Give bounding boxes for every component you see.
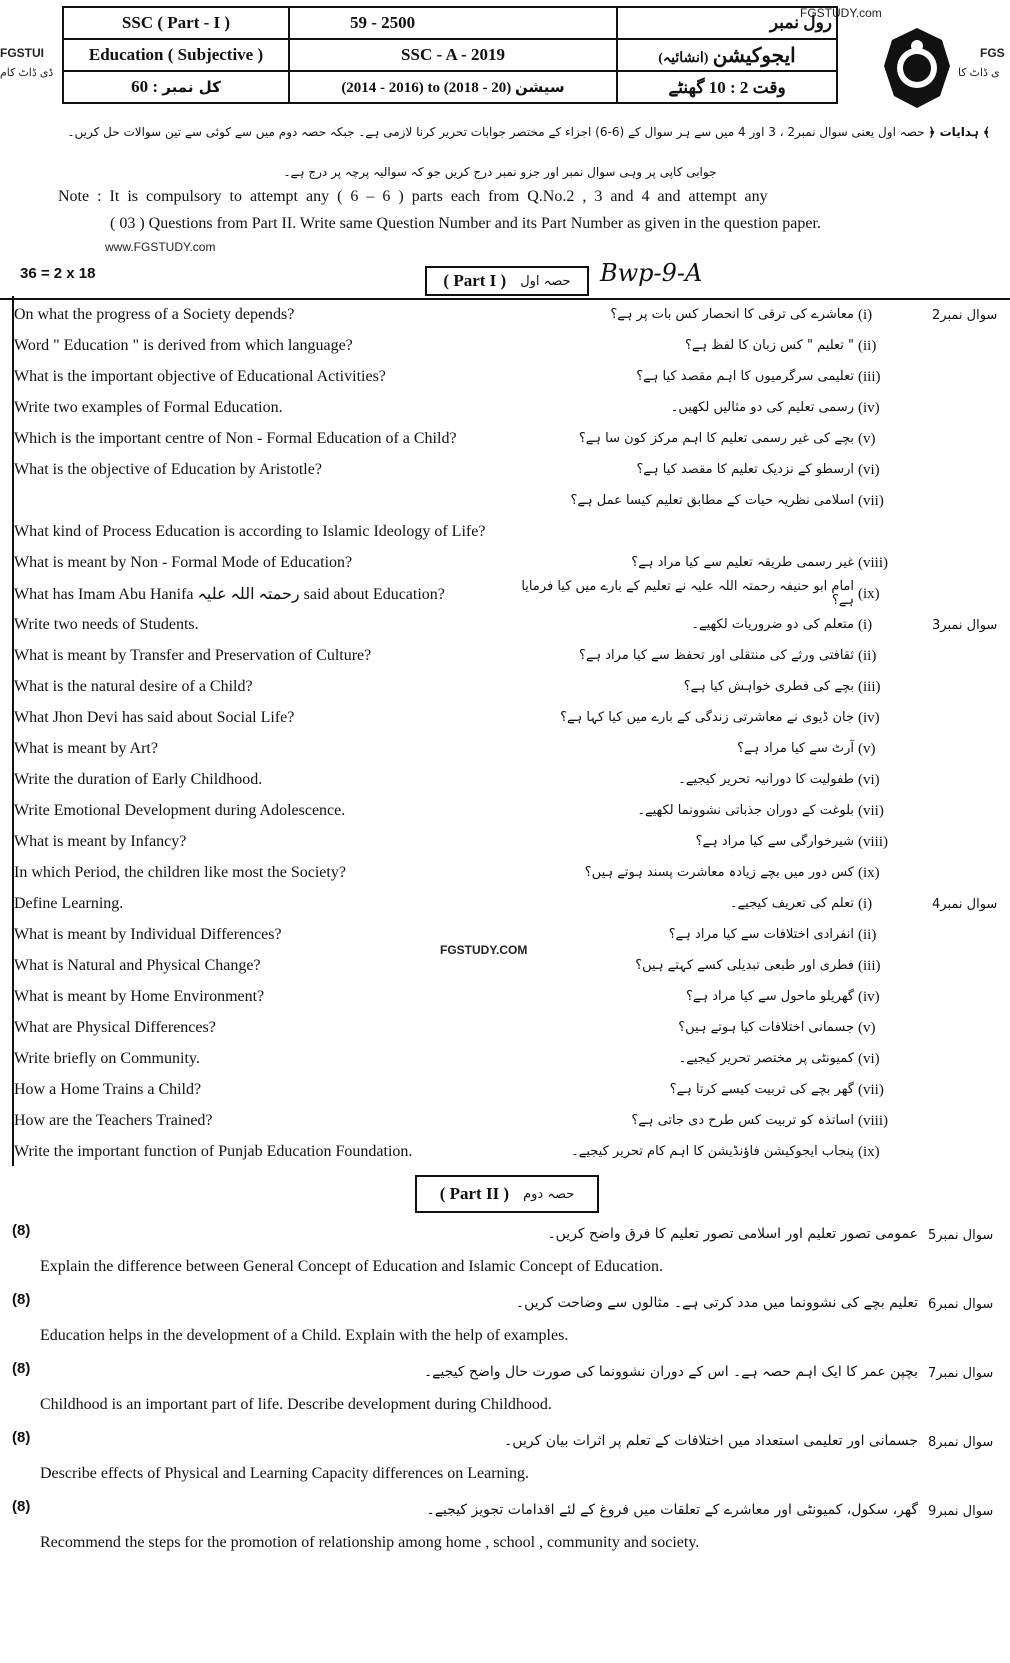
part2-title-box [415,1175,599,1213]
question-part-number: (vi) [858,461,880,478]
question-urdu: ارسطو کے نزدیک تعلیم کا مقصد کیا ہے؟ [636,462,854,477]
question-english: What is the natural desire of a Child? [14,678,253,695]
question-english: What is the objective of Education by Aristotle? [14,461,322,478]
question-english: What is meant by Infancy? [14,833,187,850]
question-urdu: اسلامی نظریہ حیات کے مطابق تعلیم کیسا عمل ہے؟ [570,493,854,508]
question-english: How a Home Trains a Child? [14,1081,202,1098]
session: (2014 - 2016) to (2018 - 20) [341,79,512,96]
note-line-1: Note : It is compulsory to attempt any ( 6 – 6 ) parts each from Q.No.2 , 3 and 4 and attempt any [58,188,768,205]
question-part-number: (viii) [858,554,888,571]
subject-cell: Education ( Subjective ) [63,39,289,71]
session-label: سیشن [515,77,565,96]
question-part-number: (iv) [858,988,880,1005]
handwritten-code: Bwp-9-A [600,259,703,287]
question-row [14,455,894,485]
question-part-number: (v) [858,430,876,447]
question-english: Write the duration of Early Childhood. [14,771,263,788]
session-cell [289,71,617,103]
watermark: FGSTUDY.COM [440,943,528,957]
question-urdu: بچے کی فطری خواہش کیا ہے؟ [683,679,854,694]
question-english: What is meant by Transfer and Preservation of Culture? [14,647,372,664]
question-urdu: طفولیت کا دورانیہ تحریر کیجیے۔ [678,772,854,787]
question-marks: (8) [12,1222,31,1239]
question-number-label: سوال نمبر4 [932,896,998,912]
question-marks: (8) [12,1360,31,1377]
question-english: In which Period, the children like most the Society? [14,864,346,881]
part1-title: ( Part I ) [443,271,507,290]
question-urdu: بلوغت کے دوران جذباتی نشوونما لکھیے۔ [637,803,854,818]
instructions-urdu-1: ﴾ ہدایات ﴿ حصہ اول یعنی سوال نمبر2 ، 3 اور 4 میں سے ہر سوال کے (6-6) اجزاء کے مختصر جوابات تحریر کرنا لازمی ہے۔ جبکہ حصہ دوم میں سے کوئی سے تین سوالات حل کریں۔ [67,125,990,139]
subject-type-urdu: (انشائیہ) [658,50,709,66]
question-part-number: (viii) [858,1112,888,1129]
question-english: What is the important objective of Educational Activities? [14,368,386,385]
question-number-label: سوال نمبر6 [928,1297,994,1312]
question-row [14,424,894,454]
question-urdu: امام ابو حنیفہ رحمتہ اللہ علیہ نے تعلیم کے بارے میں کیا فرمایا ہے؟ [521,579,854,608]
time-cell: وقت 2 : 10 گھنٹے [617,71,837,103]
question-english: Write Emotional Development during Adolescence. [14,802,346,819]
question-english: Childhood is an important part of life. Describe development during Childhood. [40,1396,552,1413]
question-row [14,858,894,888]
question-urdu: معاشرے کی ترقی کا انحصار کس بات پر ہے؟ [610,307,854,322]
watermark: FGSTUI [0,46,44,60]
question-number-label: سوال نمبر3 [932,617,998,633]
question-number-label: سوال نمبر2 [932,307,998,323]
question-row [14,1106,894,1136]
question-english: Write the important function of Punjab Education Foundation. [14,1143,413,1160]
part2-title-urdu: حصہ دوم [523,1186,575,1202]
question-english: Which is the important centre of Non - Formal Education of a Child? [14,430,457,447]
question-english: What is meant by Individual Differences? [14,926,282,943]
question-english: Describe effects of Physical and Learning Capacity differences on Learning. [40,1465,529,1482]
question-part-number: (v) [858,1019,876,1036]
question-part-number: (iii) [858,368,881,385]
question-urdu: شیرخوارگی سے کیا مراد ہے؟ [695,834,854,849]
question-row [14,796,894,826]
marks-cell [63,71,289,103]
question-english: What are Physical Differences? [14,1019,216,1036]
question-urdu: تعلیم بچے کی نشوونما میں مدد کرتی ہے۔ مثالوں سے وضاحت کریں۔ [515,1295,918,1311]
question-english: Education helps in the development of a Child. Explain with the help of examples. [40,1327,569,1344]
instructions-label: ہدایات [939,125,979,139]
question-urdu: کمیونٹی پر مختصر تحریر کیجیے۔ [678,1051,854,1066]
question-english: Define Learning. [14,895,124,912]
question-number-label: سوال نمبر8 [928,1435,994,1450]
question-urdu: فطری اور طبعی تبدیلی کسے کہتے ہیں؟ [635,958,854,973]
question-urdu: گھر، سکول، کمیونٹی اور معاشرے کے تعلقات میں فروغ کے لئے اقدامات تجویز کیجیے۔ [426,1502,918,1518]
question-english: What has Imam Abu Hanifa رحمتہ اللہ علیہ said about Education? [14,586,445,603]
question-urdu: جسمانی اختلافات کیا ہوتے ہیں؟ [678,1020,854,1035]
roll-number-label: رول نمبر [617,7,837,39]
question-urdu: متعلم کی دو ضروریات لکھیے۔ [691,617,854,632]
question-part-number: (i) [858,616,873,633]
question-number-label: سوال نمبر7 [928,1366,994,1381]
paper-code: 59 - 2500 [289,7,617,39]
class-cell: SSC ( Part - I ) [63,7,289,39]
question-english: Explain the difference between General Concept of Education and Islamic Concept of Education. [40,1258,664,1275]
question-row [14,641,894,671]
question-english: How are the Teachers Trained? [14,1112,213,1129]
question-urdu: تعلیمی سرگرمیوں کا اہم مقصد کیا ہے؟ [636,369,854,384]
question-row [14,393,894,423]
question-row [14,1044,894,1074]
subject-urdu-cell [617,39,837,71]
question-english: Word " Education " is derived from which language? [14,337,353,354]
question-row [14,300,998,330]
question-urdu: بچے کی غیر رسمی تعلیم کا اہم مرکز کون سا ہے؟ [578,431,854,446]
question-urdu: گھر بچے کی تربیت کیسے کرتا ہے؟ [669,1082,854,1097]
question-row [14,331,894,361]
question-part-number: (ii) [858,647,877,664]
watermark: FGSTUDY.com [800,6,882,20]
question-urdu: انفرادی اختلافات سے کیا مراد ہے؟ [668,927,854,942]
question-marks: (8) [12,1429,31,1446]
question-part-number: (ii) [858,926,877,943]
question-english: What is meant by Home Environment? [14,988,265,1005]
question-part-number: (vi) [858,771,880,788]
watermark: ڈی ڈاٹ کام [0,67,54,79]
question-part-number: (ix) [858,585,880,602]
question-urdu: اساتذہ کو تربیت کس طرح دی جاتی ہے؟ [631,1113,854,1128]
total-marks-label: کل نمبر [162,78,221,96]
question-urdu: بچپن عمر کا ایک اہم حصہ ہے۔ اس کے دوران نشوونما کی صورت حال واضح کیجیے۔ [423,1364,918,1380]
question-urdu: غیر رسمی طریقہ تعلیم سے کیا مراد ہے؟ [631,555,854,570]
question-part-number: (i) [858,306,873,323]
question-urdu: کس دور میں بچے زیادہ معاشرت پسند ہوتے ہیں؟ [584,865,854,880]
question-row [14,1075,894,1105]
exam-cell: SSC - A - 2019 [289,39,617,71]
question-row [14,1013,894,1043]
question-part-number: (vii) [858,1081,884,1098]
question-part-number: (iv) [858,399,880,416]
instructions-urdu-text: حصہ اول یعنی سوال نمبر2 ، 3 اور 4 میں سے ہر سوال کے (6-6) اجزاء کے مختصر جوابات تحریر کرنا لازمی ہے۔ جبکہ حصہ دوم میں سے کوئی سے تین سوالات حل کریں۔ [67,125,925,139]
question-row [14,889,998,919]
question-part-number: (vii) [858,802,884,819]
question-row [14,982,894,1012]
watermark: FGS [980,46,1005,60]
question-english: What Jhon Devi has said about Social Life? [14,709,295,726]
question-part-number: (vii) [858,492,884,509]
question-urdu: گھریلو ماحول سے کیا مراد ہے؟ [685,989,854,1004]
part2-title: ( Part II ) [439,1184,510,1203]
question-part-number: (ii) [858,337,877,354]
question-urdu: ثقافتی ورثے کی منتقلی اور تحفظ سے کیا مراد ہے؟ [578,648,854,663]
question-english: Write two examples of Formal Education. [14,399,283,416]
question-row [14,610,998,640]
question-part-number: (iii) [858,678,881,695]
question-urdu: " تعلیم " کس زبان کا لفظ ہے؟ [685,338,854,353]
header-table [62,6,838,104]
question-urdu: پنجاب ایجوکیشن فاؤنڈیشن کا اہم کام تحریر کیجیے۔ [571,1144,854,1159]
question-row [14,362,894,392]
part1-title-box [425,266,589,296]
question-part-number: (viii) [858,833,888,850]
question-english: What is Natural and Physical Change? [14,957,261,974]
question-row [14,548,894,578]
question-marks: (8) [12,1291,31,1308]
total-marks: 60 : [131,77,159,96]
question-english: What is meant by Non - Formal Mode of Education? [14,554,353,571]
question-english: What is meant by Art? [14,740,158,757]
question-urdu: رسمی تعلیم کی دو مثالیں لکھیں۔ [670,400,854,415]
question-part-number: (vi) [858,1050,880,1067]
question-part-number: (i) [858,895,873,912]
watermark: ی ڈاٹ کا [958,67,1000,79]
question-part-number: (iv) [858,709,880,726]
watermark: www.FGSTUDY.com [105,240,216,254]
question-row [14,703,894,733]
question-part-number: (v) [858,740,876,757]
note-line-2: ( 03 ) Questions from Part II. Write same Question Number and its Part Number as given in the question paper. [110,215,821,232]
question-row [14,672,894,702]
question-part-number: (iii) [858,957,881,974]
question-number-label: سوال نمبر9 [928,1504,994,1519]
question-row [14,517,894,547]
question-english: Write briefly on Community. [14,1050,200,1067]
question-urdu: تعلم کی تعریف کیجیے۔ [729,896,854,911]
question-row [14,827,894,857]
instructions-urdu-2: جوابی کاپی پر وہی سوال نمبر اور جزو نمبر درج کریں جو کہ سوالیہ پرچہ پر درج ہے۔ [283,165,717,179]
subject-urdu: ایجوکیشن [712,44,796,67]
question-number-label: سوال نمبر5 [928,1228,994,1243]
question-english: Write two needs of Students. [14,616,199,633]
board-logo [880,26,954,110]
question-part-number: (ix) [858,864,880,881]
question-urdu: جسمانی اور تعلیمی استعداد میں اختلافات کے تعلم پر اثرات بیان کریں۔ [504,1433,918,1449]
question-marks: (8) [12,1498,31,1515]
question-row [14,486,894,516]
question-urdu: آرٹ سے کیا مراد ہے؟ [737,741,854,756]
question-part-number: (ix) [858,1143,880,1160]
question-row [14,765,894,795]
question-english: What kind of Process Education is according to Islamic Ideology of Life? [14,523,486,540]
question-english: On what the progress of a Society depends? [14,306,295,323]
question-urdu: عمومی تصور تعلیم اور اسلامی تصور تعلیم کا فرق واضح کریں۔ [547,1226,918,1242]
question-english: Recommend the steps for the promotion of relationship among home , school , community and society. [40,1534,700,1551]
question-row [14,734,894,764]
part1-title-urdu: حصہ اول [520,273,571,289]
part1-marks: 36 = 2 x 18 [20,265,96,282]
question-row [14,1137,894,1167]
question-urdu: جان ڈیوی نے معاشرتی زندگی کے بارے میں کیا کہا ہے؟ [560,710,854,725]
question-row [14,579,894,609]
